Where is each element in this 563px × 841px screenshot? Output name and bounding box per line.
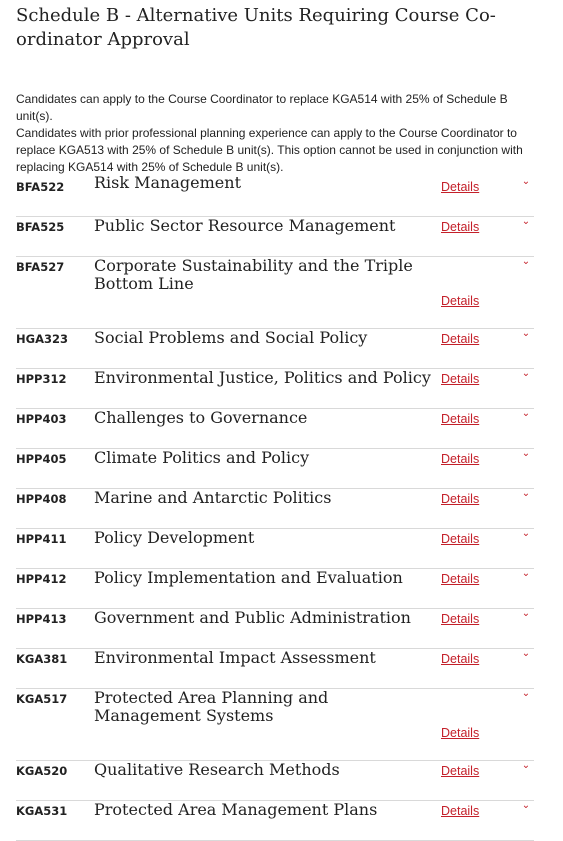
- unit-row[interactable]: [16, 569, 534, 609]
- unit-row[interactable]: [16, 217, 534, 257]
- unit-name: Protected Area Management Plans: [94, 800, 378, 819]
- details-link[interactable]: Details: [441, 180, 480, 194]
- unit-code: HPP411: [16, 532, 67, 546]
- unit-name: Policy Implementation and Evaluation: [94, 568, 403, 587]
- chevron-down-icon[interactable]: ⌄: [521, 408, 531, 419]
- details-link[interactable]: Details: [441, 332, 480, 346]
- unit-row[interactable]: [16, 489, 534, 529]
- chevron-down-icon[interactable]: ⌄: [521, 448, 531, 459]
- chevron-down-icon[interactable]: ⌄: [521, 800, 531, 811]
- intro-text: [16, 91, 538, 176]
- chevron-down-icon[interactable]: ⌄: [521, 528, 531, 539]
- chevron-down-icon[interactable]: ⌄: [521, 568, 531, 579]
- chevron-down-icon[interactable]: ⌄: [521, 760, 531, 771]
- unit-name: Climate Politics and Policy: [94, 448, 310, 467]
- unit-name: Policy Development: [94, 528, 255, 547]
- unit-row[interactable]: [16, 649, 534, 689]
- details-link[interactable]: Details: [441, 764, 480, 778]
- unit-code: HPP403: [16, 412, 67, 426]
- details-link[interactable]: Details: [441, 804, 480, 818]
- unit-code: KGA531: [16, 804, 68, 818]
- chevron-down-icon[interactable]: ⌄: [521, 176, 531, 187]
- details-link[interactable]: Details: [441, 572, 480, 586]
- unit-name: Government and Public Administration: [94, 608, 411, 627]
- unit-row[interactable]: [16, 257, 534, 329]
- details-link[interactable]: Details: [441, 372, 480, 386]
- unit-row[interactable]: [16, 761, 534, 801]
- intro-paragraph: Candidates with prior professional planning experience can apply to the Course Coordinator to replace KGA513 with 25% of Schedule B unit(s). This option cannot be used in conjunction with replacing KGA514 with 25% of Schedule B unit(s).: [16, 126, 523, 174]
- unit-code: BFA525: [16, 220, 65, 234]
- unit-name: Protected Area Planning and Management Systems: [94, 688, 329, 725]
- unit-code: HPP412: [16, 572, 67, 586]
- chevron-down-icon[interactable]: ⌄: [521, 368, 531, 379]
- unit-code: BFA527: [16, 260, 65, 274]
- chevron-down-icon[interactable]: ⌄: [521, 608, 531, 619]
- unit-name: Marine and Antarctic Politics: [94, 488, 332, 507]
- unit-row[interactable]: [16, 689, 534, 761]
- details-link[interactable]: Details: [441, 612, 480, 626]
- details-link[interactable]: Details: [441, 452, 480, 466]
- chevron-down-icon[interactable]: ⌄: [521, 688, 531, 699]
- unit-list: [16, 173, 534, 841]
- unit-row[interactable]: [16, 529, 534, 569]
- page-title: Schedule B - Alternative Units Requiring Course Co-ordinator Approval: [16, 5, 496, 50]
- intro-paragraph: Candidates can apply to the Course Coordinator to replace KGA514 with 25% of Schedule B unit(s).: [16, 92, 508, 123]
- unit-code: BFA522: [16, 180, 65, 194]
- unit-code: HPP312: [16, 372, 67, 386]
- unit-row[interactable]: [16, 173, 534, 217]
- details-link[interactable]: Details: [441, 412, 480, 426]
- unit-code: HPP408: [16, 492, 67, 506]
- unit-code: KGA520: [16, 764, 68, 778]
- unit-code: HGA323: [16, 332, 68, 346]
- details-link[interactable]: Details: [441, 726, 480, 740]
- chevron-down-icon[interactable]: ⌄: [521, 216, 531, 227]
- details-link[interactable]: Details: [441, 220, 480, 234]
- unit-name: Environmental Impact Assessment: [94, 648, 376, 667]
- unit-code: KGA517: [16, 692, 68, 706]
- unit-row[interactable]: [16, 801, 534, 841]
- unit-name: Corporate Sustainability and the Triple Bottom Line: [94, 256, 413, 293]
- unit-name: Social Problems and Social Policy: [94, 328, 368, 347]
- unit-row[interactable]: [16, 369, 534, 409]
- details-link[interactable]: Details: [441, 294, 480, 308]
- unit-row[interactable]: [16, 609, 534, 649]
- unit-name: Risk Management: [94, 173, 242, 192]
- chevron-down-icon[interactable]: ⌄: [521, 648, 531, 659]
- unit-name: Qualitative Research Methods: [94, 760, 340, 779]
- unit-name: Environmental Justice, Politics and Policy: [94, 368, 431, 387]
- unit-row[interactable]: [16, 449, 534, 489]
- chevron-down-icon[interactable]: ⌄: [521, 488, 531, 499]
- details-link[interactable]: Details: [441, 532, 480, 546]
- details-link[interactable]: Details: [441, 652, 480, 666]
- unit-row[interactable]: [16, 329, 534, 369]
- details-link[interactable]: Details: [441, 492, 480, 506]
- chevron-down-icon[interactable]: ⌄: [521, 256, 531, 267]
- chevron-down-icon[interactable]: ⌄: [521, 328, 531, 339]
- unit-row[interactable]: [16, 409, 534, 449]
- unit-code: KGA381: [16, 652, 68, 666]
- unit-name: Challenges to Governance: [94, 408, 308, 427]
- unit-code: HPP413: [16, 612, 67, 626]
- unit-code: HPP405: [16, 452, 67, 466]
- unit-name: Public Sector Resource Management: [94, 216, 396, 235]
